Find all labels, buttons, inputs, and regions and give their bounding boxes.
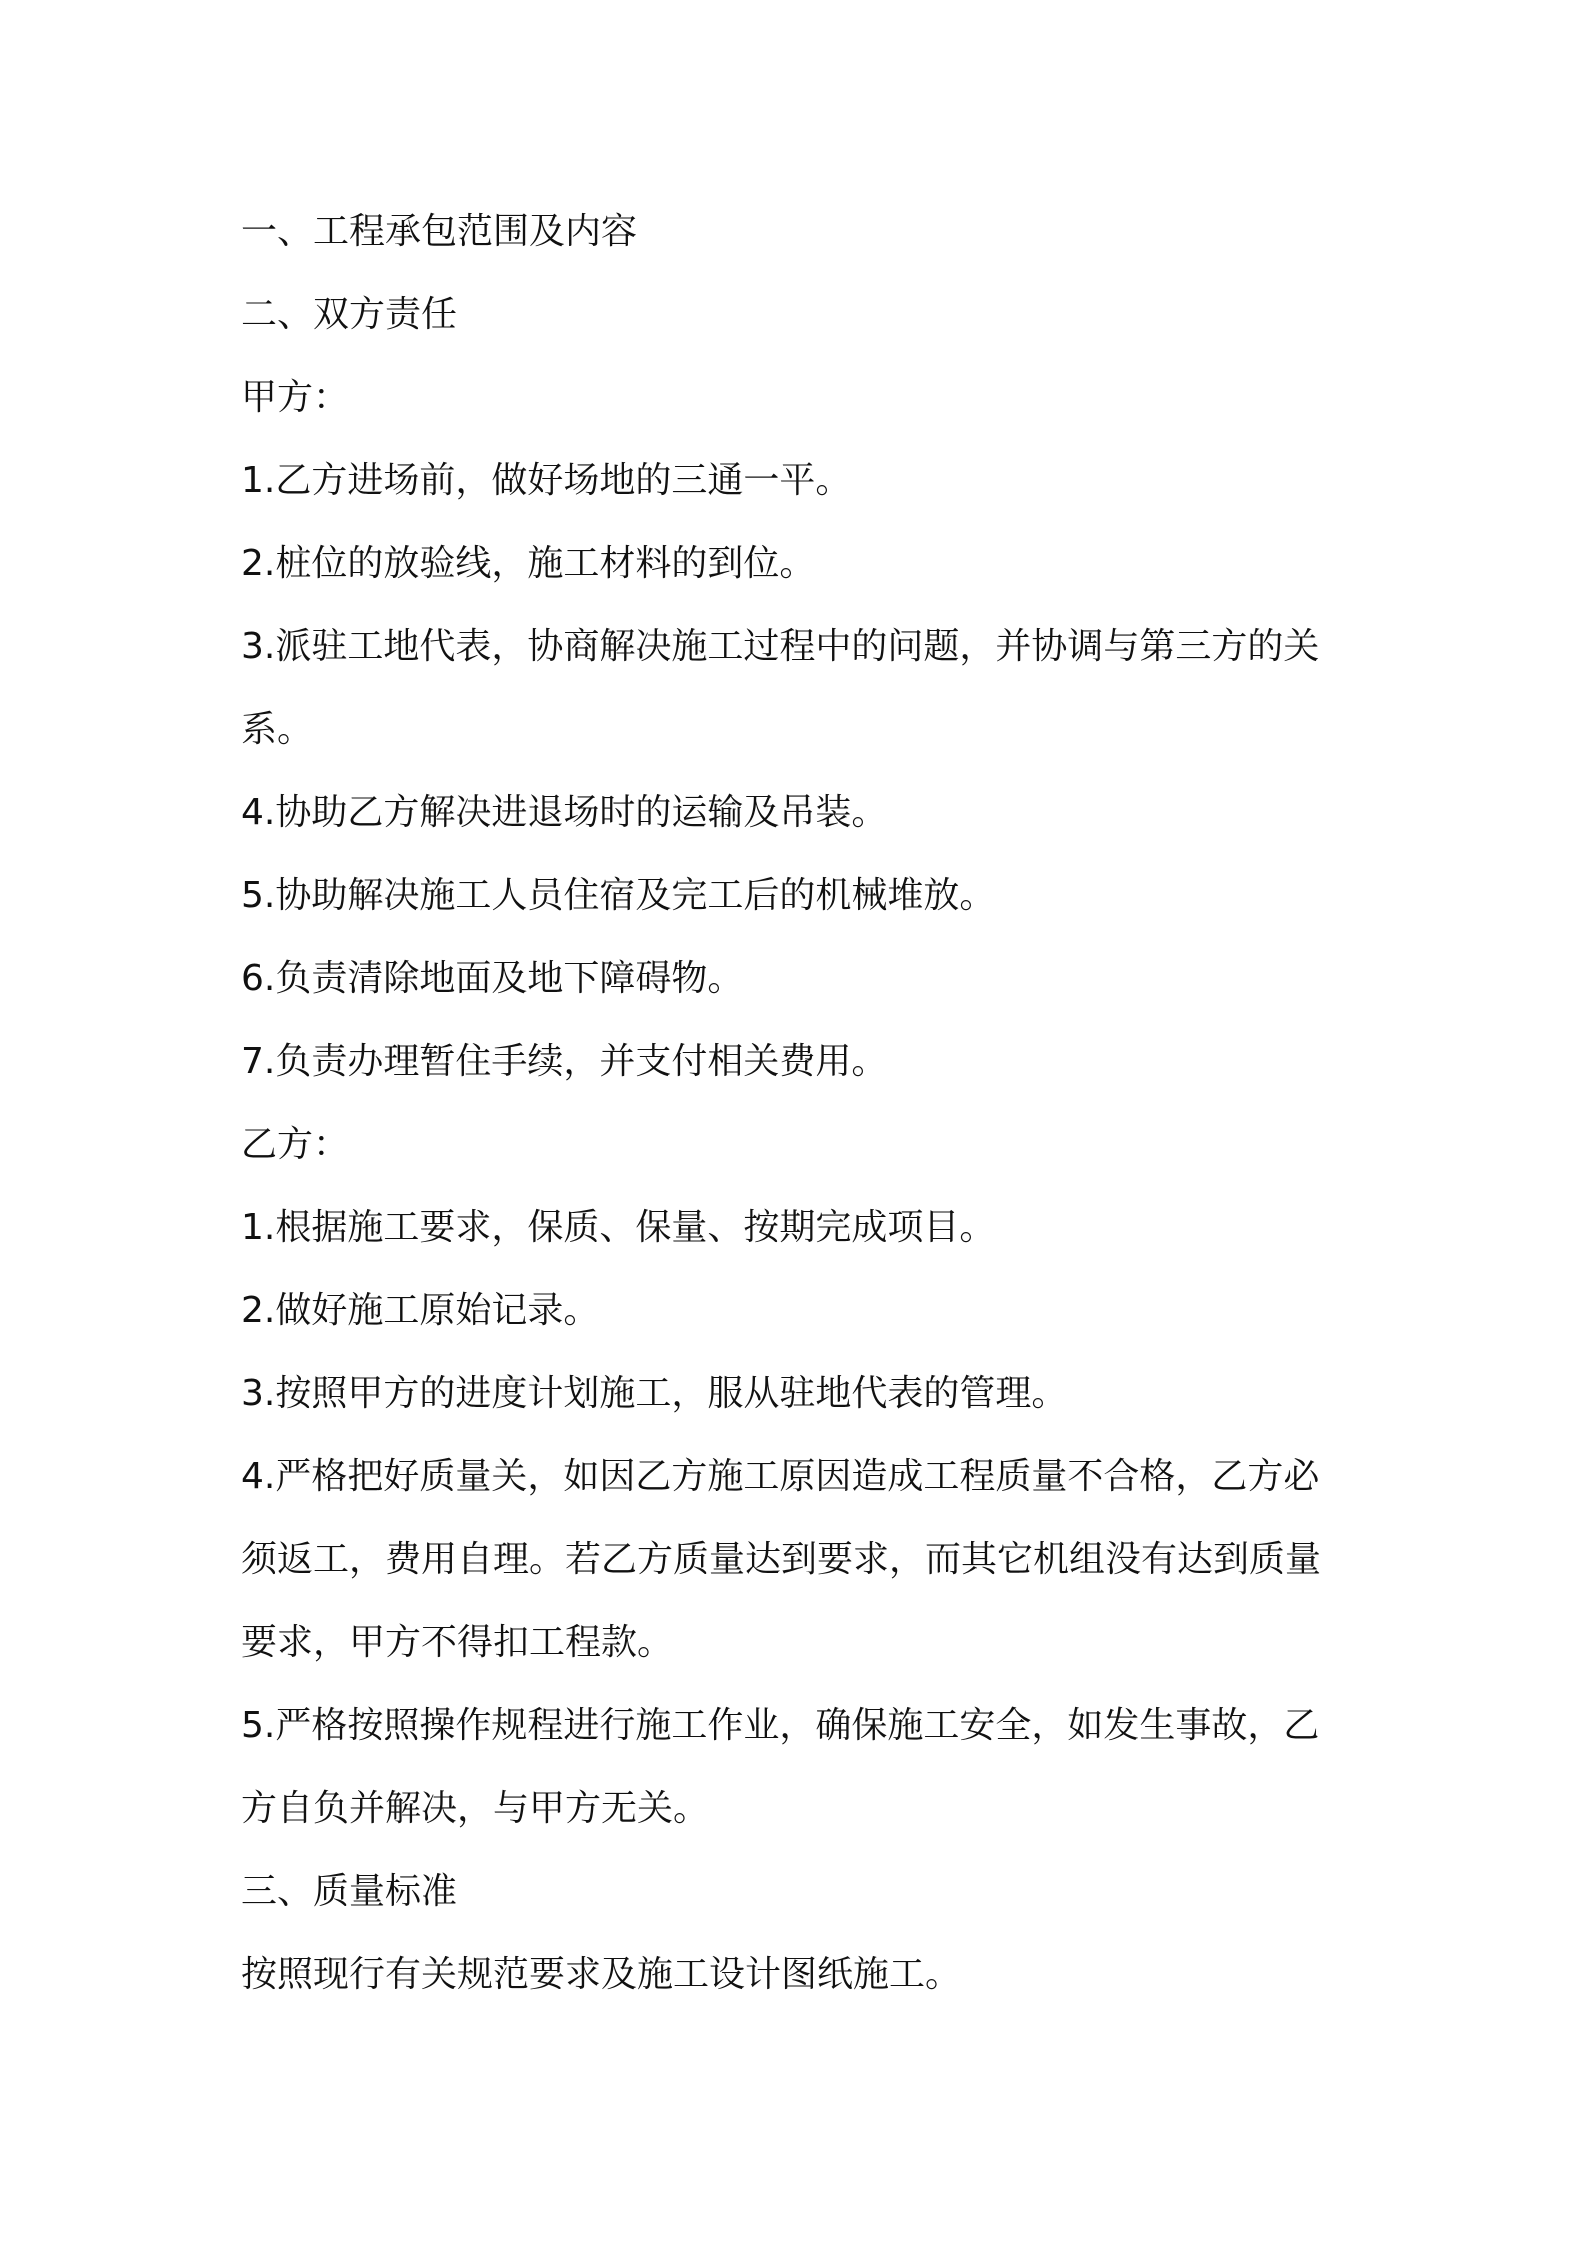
clause-line: 要求，甲方不得扣工程款。 [241,1622,674,1663]
clause-line: 按照现行有关规范要求及施工设计图纸施工。 [241,1954,962,1995]
clause-line: 7.负责办理暂住手续，并支付相关费用。 [241,1041,888,1082]
section-heading: 二、双方责任 [241,294,458,335]
clause-line: 方自负并解决，与甲方无关。 [241,1788,710,1829]
clause-line: 4.严格把好质量关，如因乙方施工原因造成工程质量不合格，乙方必 [241,1456,1320,1497]
clause-line: 2.桩位的放验线，施工材料的到位。 [241,543,816,584]
party-label: 甲方： [241,377,350,418]
clause-line: 3.按照甲方的进度计划施工，服从驻地代表的管理。 [241,1373,1068,1414]
clause-line: 3.派驻工地代表，协商解决施工过程中的问题，并协调与第三方的关 [241,626,1320,667]
party-label: 乙方： [241,1124,350,1165]
clause-line: 1.根据施工要求，保质、保量、按期完成项目。 [241,1207,996,1248]
clause-line: 1.乙方进场前，做好场地的三通一平。 [241,460,852,501]
clause-line: 须返工，费用自理。若乙方质量达到要求，而其它机组没有达到质量 [241,1539,1322,1580]
section-heading: 一、工程承包范围及内容 [241,211,638,252]
clause-line: 2.做好施工原始记录。 [241,1290,600,1331]
clause-line: 5.严格按照操作规程进行施工作业，确保施工安全，如发生事故，乙 [241,1705,1320,1746]
clause-line: 系。 [241,709,314,750]
clause-line: 4.协助乙方解决进退场时的运输及吊装。 [241,792,888,833]
document-body [241,190,1363,2016]
section-heading: 三、质量标准 [241,1871,458,1912]
clause-line: 6.负责清除地面及地下障碍物。 [241,958,744,999]
clause-line: 5.协助解决施工人员住宿及完工后的机械堆放。 [241,875,996,916]
